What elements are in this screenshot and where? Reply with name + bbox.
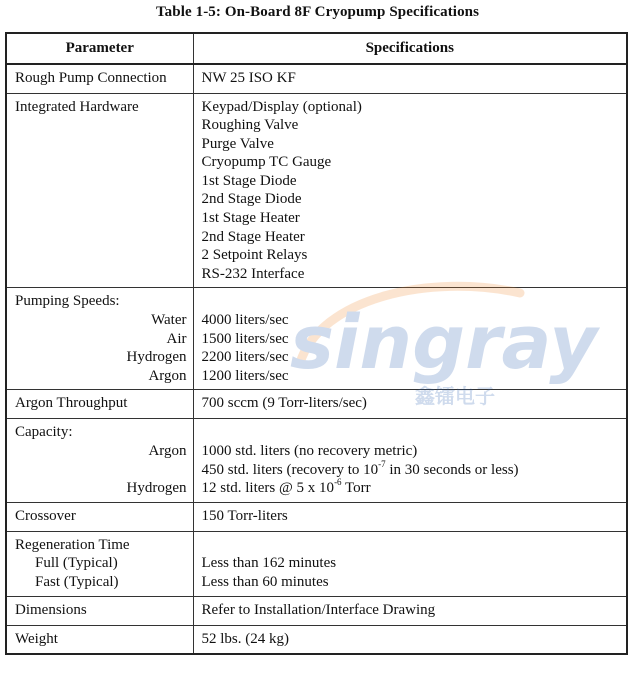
param-cell	[6, 288, 193, 390]
value-line: 1000 std. liters (no recovery metric)	[201, 443, 418, 459]
param-cell: Crossover	[6, 502, 193, 531]
table-row-capacity	[6, 419, 627, 502]
list-item: Keypad/Display (optional)	[201, 98, 362, 115]
table-caption: Table 1-5: On-Board 8F Cryopump Specifications	[155, 4, 480, 20]
value-line: 2200 liters/sec	[201, 349, 289, 366]
list-item: 2nd Stage Diode	[201, 191, 302, 208]
table-row-pumping-speeds	[6, 288, 627, 390]
spec-cell	[193, 288, 627, 390]
table-row-rough-pump	[6, 64, 627, 93]
value-line: Less than 162 minutes	[201, 555, 337, 572]
value-line: 4000 liters/sec	[201, 312, 289, 329]
watermark-brand: singray	[290, 300, 598, 386]
list-item: RS-232 Interface	[201, 265, 305, 282]
sub-label: Fast (Typical)	[35, 573, 119, 590]
list-item: 2nd Stage Heater	[201, 228, 305, 245]
spec-cell: 700 sccm (9 Torr-liters/sec)	[193, 390, 627, 419]
specifications-header: Specifications	[193, 33, 627, 64]
spec-cell	[193, 93, 627, 288]
sub-label: Argon	[148, 367, 187, 384]
spec-cell	[193, 531, 627, 596]
table-row-integrated-hardware	[6, 93, 627, 288]
spec-cell: Refer to Installation/Interface Drawing	[193, 596, 627, 625]
specifications-table	[5, 32, 628, 655]
value-line: 1200 liters/sec	[201, 367, 289, 384]
param-label: Pumping Speeds:	[15, 293, 120, 310]
sub-label: Water	[151, 312, 187, 329]
table-row-argon-throughput	[6, 390, 627, 419]
param-label: Regeneration Time	[15, 536, 130, 553]
list-item: Cryopump TC Gauge	[201, 154, 332, 171]
param-cell: Integrated Hardware	[6, 93, 193, 288]
table-row-regeneration-time	[6, 531, 627, 596]
spec-cell: NW 25 ISO KF	[193, 64, 627, 93]
param-cell: Argon Throughput	[6, 390, 193, 419]
spec-cell: 150 Torr-liters	[193, 502, 627, 531]
value-line: 12 std. liters @ 5 x $10^{-6}$ Torr	[201, 477, 371, 497]
param-cell	[6, 419, 193, 502]
header-row	[6, 33, 627, 64]
sub-label: Argon	[148, 443, 187, 459]
spec-cell: 52 lbs. (24 kg)	[193, 625, 627, 654]
sub-label: Hydrogen	[126, 480, 187, 497]
value-line: 450 std. liters (recovery to $10^{-7}$ in 30 seconds or less)	[201, 458, 519, 478]
table-row-weight	[6, 625, 627, 654]
sub-label: Full (Typical)	[35, 555, 118, 572]
param-label: Capacity:	[15, 424, 73, 441]
param-cell	[6, 531, 193, 596]
sub-label: Air	[166, 330, 187, 347]
param-cell: Dimensions	[6, 596, 193, 625]
list-item: Roughing Valve	[201, 117, 299, 134]
param-cell: Rough Pump Connection	[6, 64, 193, 93]
list-item: 2 Setpoint Relays	[201, 247, 308, 264]
table-row-dimensions	[6, 596, 627, 625]
list-item: 1st Stage Diode	[201, 172, 297, 189]
param-cell: Weight	[6, 625, 193, 654]
watermark-subtitle: 鑫镭电子	[415, 384, 495, 408]
value-line: 1500 liters/sec	[201, 330, 289, 347]
table-row-crossover	[6, 502, 627, 531]
value-line: Less than 60 minutes	[201, 573, 329, 590]
list-item: Purge Valve	[201, 135, 274, 152]
sub-label: Hydrogen	[126, 349, 187, 366]
spec-cell	[193, 419, 627, 502]
list-item: 1st Stage Heater	[201, 210, 300, 227]
parameter-header: Parameter	[6, 33, 193, 64]
